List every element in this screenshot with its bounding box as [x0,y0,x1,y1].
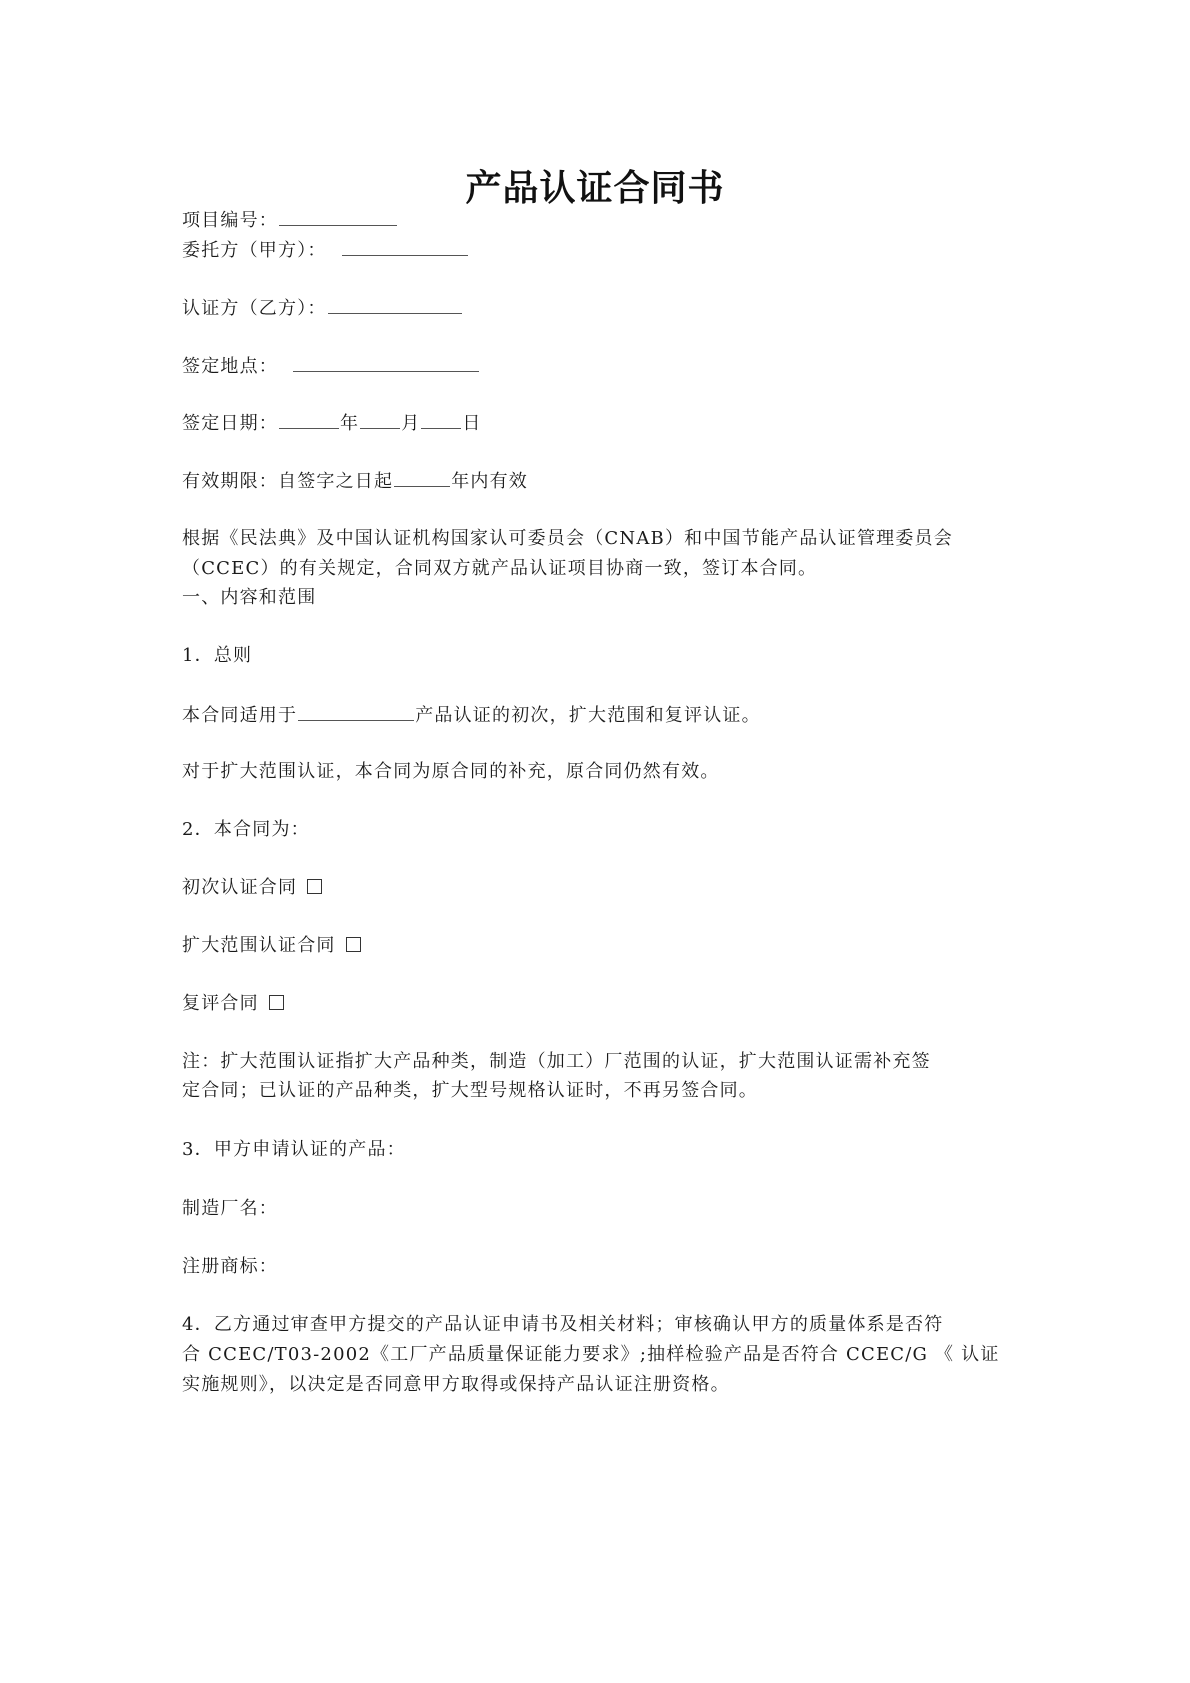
trademark-label: 注册商标： [182,1256,278,1277]
certifier-row [182,293,1018,324]
note-line-2: 定合同；已认证的产品种类，扩大型号规格认证时，不再另签合同。 [182,1080,758,1101]
preamble-line-2: （CCEC）的有关规定，合同双方就产品认证项目协商一致，签订本合同。 [182,558,818,579]
sign-place-row [182,351,1018,382]
sign-place-field[interactable] [293,351,479,372]
item-4-line-3: 实施规则》，以决定是否同意甲方取得或保持产品认证注册资格。 [182,1374,730,1395]
checkbox-icon[interactable] [307,879,322,894]
item-1-paragraph-2: 对于扩大范围认证，本合同为原合同的补充，原合同仍然有效。 [182,761,720,782]
sign-place-label: 签定地点： [182,356,278,377]
document-title: 产品认证合同书 [465,167,725,209]
manufacturer-label: 制造厂名： [182,1198,278,1219]
item-1-heading: 1．总则 [182,645,253,666]
validity-label: 有效期限：自签字之日起 [182,471,394,492]
month-label: 月 [401,413,421,434]
sign-date-label: 签定日期： [182,413,278,434]
contract-type-label: 初次认证合同 [182,877,298,898]
year-label: 年 [340,413,360,434]
certifier-field[interactable] [328,293,462,314]
section-1-heading: 一、内容和范围 [182,587,317,608]
checkbox-icon[interactable] [346,937,361,952]
validity-years-field[interactable] [394,466,450,487]
contract-type-label: 复评合同 [182,993,259,1014]
note-line-1: 注：扩大范围认证指扩大产品种类，制造（加工）厂范围的认证，扩大范围认证需补充签 [182,1051,931,1072]
project-number-field[interactable] [279,205,397,226]
sign-month-field[interactable] [360,408,400,429]
sign-day-field[interactable] [421,408,461,429]
item-2-heading: 2．本合同为： [182,819,310,840]
validity-row [182,466,1018,497]
certifier-label: 认证方（乙方）： [182,298,327,319]
contract-type-review[interactable] [182,989,1018,1019]
scope-prefix: 本合同适用于 [182,705,298,726]
client-label: 委托方（甲方）： [182,240,327,261]
contract-type-initial[interactable] [182,873,1018,903]
project-number-row [182,205,1018,236]
product-scope-field[interactable] [298,700,414,721]
item-4-line-1: 4．乙方通过审查甲方提交的产品认证申请书及相关材料；审核确认甲方的质量体系是否符 [182,1314,944,1335]
client-field[interactable] [342,235,468,256]
contract-type-label: 扩大范围认证合同 [182,935,336,956]
item-1-paragraph-1 [182,700,1018,731]
contract-type-expansion[interactable] [182,931,1018,961]
sign-date-row [182,408,1018,439]
client-row [182,235,1018,266]
item-3-heading: 3．甲方申请认证的产品： [182,1139,406,1160]
sign-year-field[interactable] [279,408,339,429]
preamble-line-1: 根据《民法典》及中国认证机构国家认可委员会（CNAB）和中国节能产品认证管理委员会 [182,528,953,549]
validity-suffix: 年内有效 [451,471,529,492]
scope-suffix: 产品认证的初次，扩大范围和复评认证。 [415,705,761,726]
day-label: 日 [462,413,482,434]
project-number-label: 项目编号： [182,210,278,231]
item-4-line-2: 合 CCEC/T03-2002《工厂产品质量保证能力要求》;抽样检验产品是否符合 CCEC/G 《 认证 [182,1344,1000,1365]
checkbox-icon[interactable] [269,995,284,1010]
